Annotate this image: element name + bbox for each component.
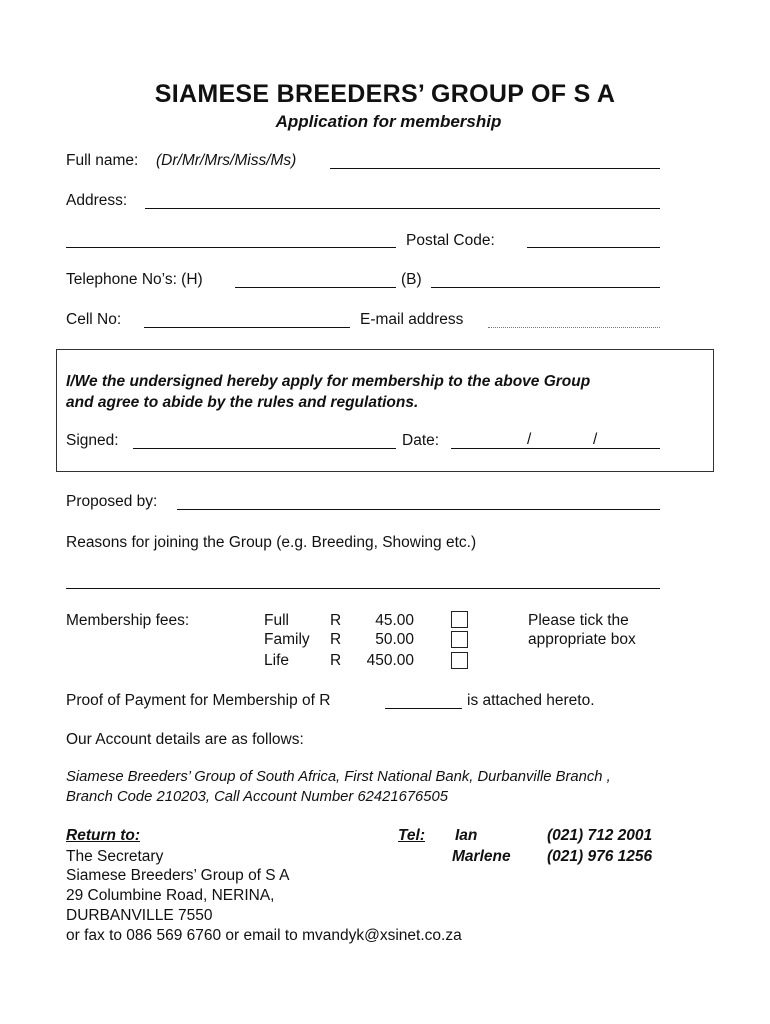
signed-label: Signed: [66,432,119,449]
contact-phone-ian: (021) 712 2001 [547,827,653,844]
address-field-line2[interactable] [66,247,396,248]
account-details-label: Our Account details are as follows: [66,731,304,748]
tel-label: Tel: [398,827,425,844]
address-field-line1[interactable] [145,208,660,209]
proof-of-payment-prefix: Proof of Payment for Membership of R [66,692,331,709]
account-details-line2: Branch Code 210203, Call Account Number 62421676505 [66,789,448,805]
contact-phone-marlene: (021) 976 1256 [547,848,653,865]
postal-code-field[interactable] [527,247,660,248]
full-name-field[interactable] [330,168,660,169]
telephone-home-field[interactable] [235,287,396,288]
proposed-by-label: Proposed by: [66,493,158,510]
date-separator: / [527,431,532,448]
return-address-line: The Secretary [66,848,164,865]
signature-field[interactable] [133,448,396,449]
cell-field[interactable] [144,327,350,328]
fee-amount-full: 45.00 [375,612,414,629]
cell-label: Cell No: [66,311,122,328]
proposed-by-field[interactable] [177,509,660,510]
fee-name-family: Family [264,631,310,648]
telephone-business-field[interactable] [431,287,660,288]
fee-currency: R [330,652,342,669]
date-separator: / [593,431,598,448]
postal-code-label: Postal Code: [406,232,495,249]
contact-name-marlene: Marlene [452,848,511,865]
reasons-field[interactable] [66,588,660,589]
telephone-home-label: Telephone No’s: (H) [66,271,203,288]
proof-amount-field[interactable] [385,708,462,709]
fee-currency: R [330,612,342,629]
return-to-label: Return to: [66,827,141,844]
return-address-line: Siamese Breeders’ Group of S A [66,867,290,884]
form-subtitle: Application for membership [275,112,502,131]
contact-name-ian: Ian [455,827,478,844]
fee-amount-family: 50.00 [375,631,414,648]
account-details-line1: Siamese Breeders’ Group of South Africa, First National Bank, Durbanville Branch , [66,769,611,785]
fee-amount-life: 450.00 [366,652,414,669]
date-label: Date: [402,432,440,449]
full-name-titles: (Dr/Mr/Mrs/Miss/Ms) [156,152,297,169]
reasons-label: Reasons for joining the Group (e.g. Breeding, Showing etc.) [66,534,477,551]
declaration-text-line2: and agree to abide by the rules and regulations. [66,394,419,411]
address-label: Address: [66,192,128,209]
fee-checkbox-full[interactable] [451,611,468,628]
return-address-line: DURBANVILLE 7550 [66,907,213,924]
membership-fees-label: Membership fees: [66,612,190,629]
telephone-business-label: (B) [401,271,422,288]
return-contact-line: or fax to 086 569 6760 or email to mvandyk@xsinet.co.za [66,927,462,944]
proof-of-payment-suffix: is attached hereto. [467,692,595,709]
declaration-text-line1: I/We the undersigned hereby apply for membership to the above Group [66,373,591,390]
fee-checkbox-life[interactable] [451,652,468,669]
return-address-line: 29 Columbine Road, NERINA, [66,887,275,904]
date-field[interactable] [451,448,660,449]
email-field[interactable] [488,327,660,328]
full-name-label: Full name: [66,152,139,169]
tick-note-line1: Please tick the [528,612,629,629]
fee-currency: R [330,631,342,648]
fee-name-full: Full [264,612,289,629]
fee-name-life: Life [264,652,289,669]
form-title: SIAMESE BREEDERS’ GROUP OF S A [154,80,616,108]
tick-note-line2: appropriate box [528,631,636,648]
email-label: E-mail address [360,311,464,328]
fee-checkbox-family[interactable] [451,631,468,648]
